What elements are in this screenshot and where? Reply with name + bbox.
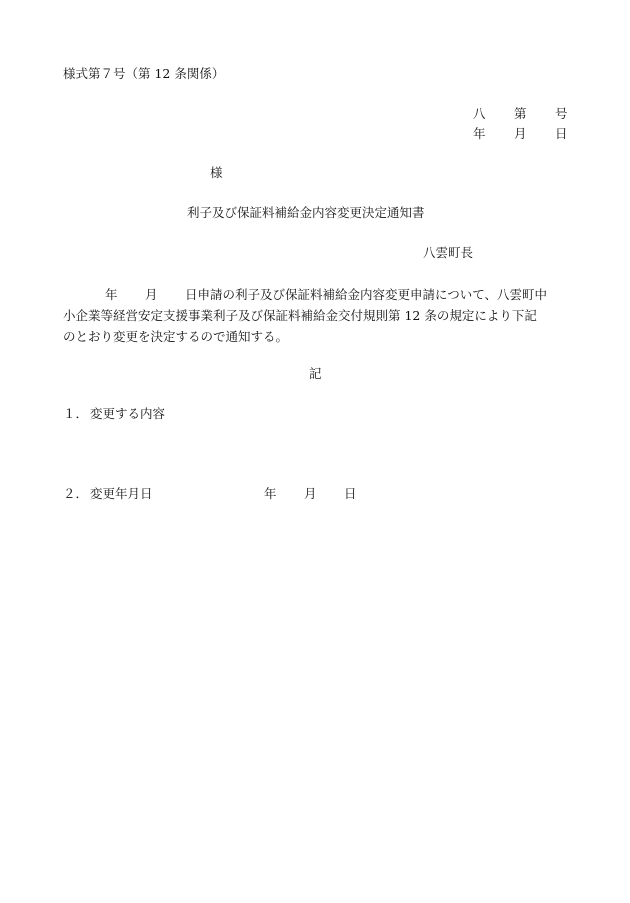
item-1-label: 変更する内容	[90, 406, 166, 421]
issue-date-day: 日	[555, 126, 568, 141]
issuer-name: 八雲町長	[423, 245, 474, 260]
item-2-year: 年	[264, 486, 277, 501]
body-month: 月	[145, 287, 158, 302]
doc-number-prefix: 八	[473, 106, 486, 121]
body-paragraph	[63, 284, 571, 344]
item-2-label: 変更年月日	[90, 486, 153, 501]
doc-number-go: 号	[555, 106, 568, 121]
body-line-1	[63, 284, 571, 305]
body-year: 年	[105, 287, 118, 302]
item-2-month: 月	[304, 486, 317, 501]
form-label: 様式第７号（第 12 条関係）	[63, 66, 225, 81]
body-line-2: 小企業等経営安定支援事業利子及び保証料補給金交付規則第 12 条の規定により下記	[63, 308, 537, 323]
issue-date-month: 月	[514, 126, 527, 141]
doc-number-dai: 第	[514, 106, 527, 121]
document-title: 利子及び保証料補給金内容変更決定通知書	[187, 205, 425, 220]
item-2-number: ２．	[63, 486, 89, 501]
ki-marker: 記	[309, 366, 322, 381]
addressee-suffix: 様	[210, 165, 223, 180]
item-1-number: １．	[63, 406, 89, 421]
issue-date-year: 年	[473, 126, 486, 141]
body-line-3: のとおり変更を決定するので通知する。	[63, 329, 289, 344]
body-line-1-text: 日申請の利子及び保証料補給金内容変更申請について、八雲町中	[185, 287, 548, 302]
item-2-day: 日	[344, 486, 357, 501]
